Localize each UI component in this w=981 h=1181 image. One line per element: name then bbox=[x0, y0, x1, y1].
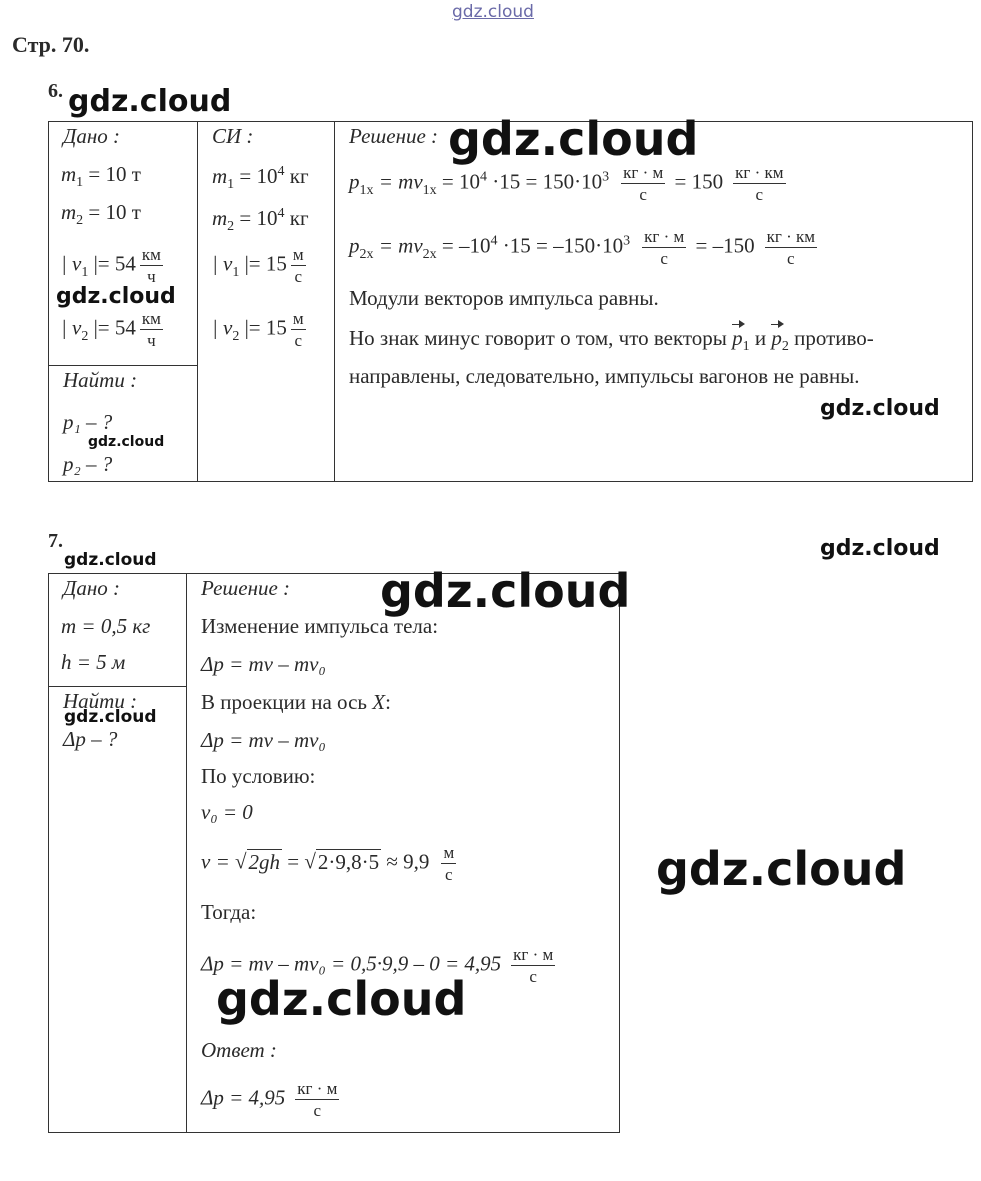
task6-number: 6. bbox=[48, 80, 63, 102]
task6-si-m2: $m_2 = 10^4$ кг bbox=[212, 206, 309, 235]
watermark-11: gdz.cloud bbox=[216, 972, 467, 1026]
task7-l6: v₀ = 0 bbox=[201, 800, 253, 824]
watermark-7: gdz.cloud bbox=[64, 550, 157, 570]
watermark-1: gdz.cloud bbox=[68, 84, 232, 119]
task7-given-title: Дано : bbox=[63, 576, 121, 600]
task7-given-h: h = 5 м bbox=[61, 650, 126, 674]
task6-given-v2: | $v_2$ |= 54 $\frac{км}{ч}$ bbox=[61, 309, 161, 351]
task7-given-cell bbox=[49, 574, 187, 687]
task7-l4: Δp = mv – mv₀ bbox=[201, 728, 326, 752]
task7-l1: Изменение импульса тела: bbox=[201, 614, 439, 638]
task6-si-v1: | $v_1$ |= 15 $\frac{м}{с}$ bbox=[212, 245, 304, 287]
task6-given-m1: $m_1 = 10$ т bbox=[61, 162, 141, 191]
task6-solution-title: Решение : bbox=[349, 124, 439, 148]
task6-find-p2: p₂ – ? bbox=[63, 452, 113, 476]
watermark-10: gdz.cloud bbox=[656, 842, 907, 896]
watermark-9: gdz.cloud bbox=[64, 707, 157, 727]
watermark-8: gdz.cloud bbox=[380, 564, 631, 618]
task6-si-m1: $m_1 = 10^4$ кг bbox=[212, 164, 309, 193]
task6-table bbox=[48, 121, 973, 482]
task7-find-cell bbox=[49, 687, 187, 1133]
task7-l2: Δp = mv – mv₀ bbox=[201, 652, 326, 676]
watermark-6: gdz.cloud bbox=[820, 536, 940, 561]
task6-solution-cell bbox=[335, 122, 973, 482]
task6-given-m2: $m_2 = 10$ т bbox=[61, 200, 141, 229]
task6-find-title: Найти : bbox=[63, 368, 138, 392]
watermark-2: gdz.cloud bbox=[448, 112, 699, 166]
task7-l8: Тогда: bbox=[201, 900, 257, 924]
watermark-3: gdz.cloud bbox=[56, 284, 176, 309]
task6-given-cell bbox=[49, 122, 198, 366]
task7-find: Δp – ? bbox=[63, 727, 118, 751]
task6-si-title: СИ : bbox=[212, 124, 254, 148]
task6-given-v1: | $v_1$ |= 54 $\frac{км}{ч}$ bbox=[61, 245, 161, 287]
task6-find-cell bbox=[49, 366, 198, 482]
task7-l10: Δp = 4,95 $\frac{кг \cdot м}{с}$ bbox=[201, 1079, 338, 1121]
task6-si-v2: | $v_2$ |= 15 $\frac{м}{с}$ bbox=[212, 309, 304, 351]
task7-find-title: Найти : bbox=[63, 689, 138, 713]
task7-l5: По условию: bbox=[201, 764, 316, 788]
task6-eq1: $p_{1x} = mv_{1x} = 10^4 \cdot 15 = 150\cdot 10^3$ $\frac{кг \cdot м}{с}$ = 150 $\frac{кг \cdot км}{с}$ bbox=[349, 163, 784, 205]
task7-solution-title: Решение : bbox=[201, 576, 291, 600]
task6-eq2: $p_{2x} = mv_{2x} = -10^4 \cdot 15 = -150\cdot 10^3$ $\frac{кг \cdot м}{с}$ = –150 $\frac{кг \cdot км}{с}$ bbox=[349, 227, 816, 269]
task6-find-p1: p₁ – ? bbox=[63, 410, 113, 434]
task6-text1: Модули векторов импульса равны. bbox=[349, 286, 659, 310]
task6-text3: направлены, следовательно, импульсы вагонов не равны. bbox=[349, 364, 860, 388]
watermark-4: gdz.cloud bbox=[88, 434, 165, 450]
task6-given-title: Дано : bbox=[63, 124, 121, 148]
task7-number: 7. bbox=[48, 530, 63, 552]
task7-table bbox=[48, 573, 620, 1133]
task7-given-m: m = 0,5 кг bbox=[61, 614, 151, 638]
task6-si-cell bbox=[198, 122, 335, 482]
task7-l3: В проекции на ось X: bbox=[201, 690, 391, 714]
task6-text2: Но знак минус говорит о том, что векторы $p_1$ и $p_2$ противо- bbox=[349, 326, 874, 355]
task7-solution-cell bbox=[187, 574, 620, 1133]
task7-l7: v = √2gh = √2·9,8·5 ≈ 9,9 $\frac{м}{с}$ bbox=[201, 843, 455, 885]
task7-answer-title: Ответ : bbox=[201, 1038, 277, 1062]
watermark-top[interactable]: gdz.cloud bbox=[452, 2, 534, 22]
task7-l9: Δp = mv – mv₀ = 0,5·9,9 – 0 = 4,95 $\frac{кг \cdot м}{с}$ bbox=[201, 945, 554, 987]
page-header: Стр. 70. bbox=[12, 32, 90, 57]
watermark-5: gdz.cloud bbox=[820, 396, 940, 421]
